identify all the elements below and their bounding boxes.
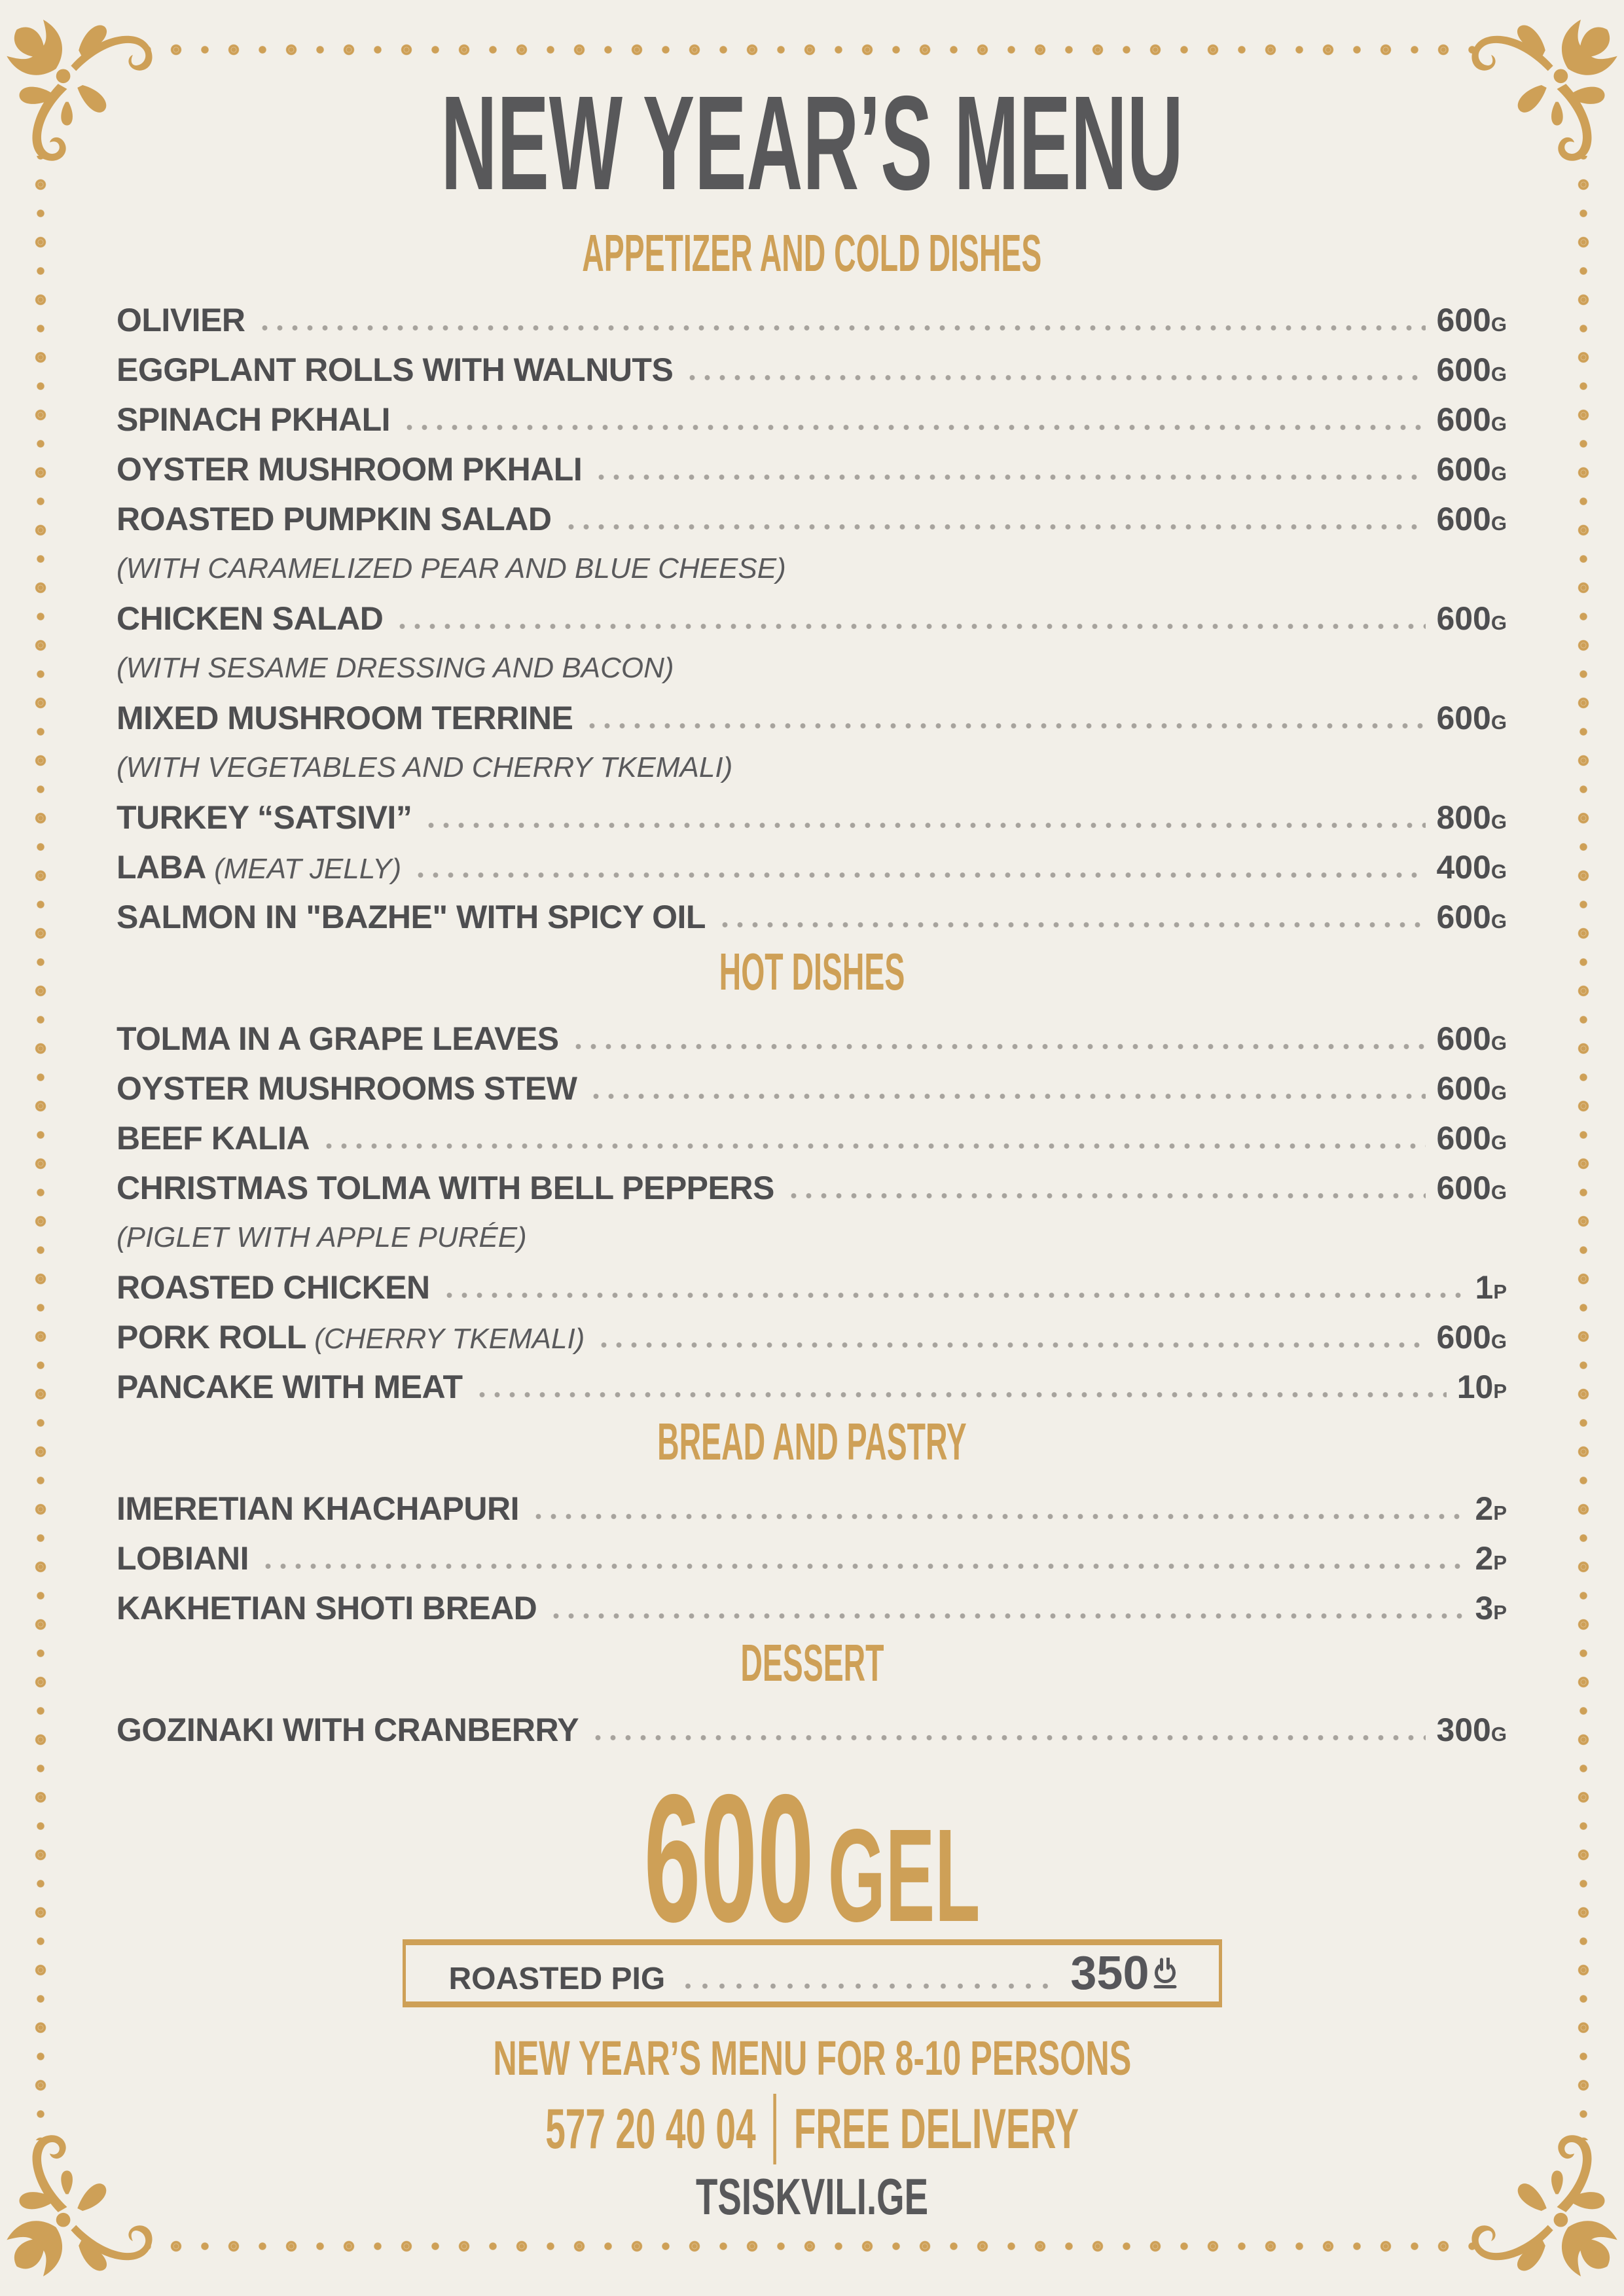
dot-leader (549, 1613, 1464, 1619)
menu-item-unit: G (1490, 412, 1507, 435)
menu-item-weight: 600G (1436, 600, 1507, 637)
total-amount: 600 (643, 1756, 814, 1960)
menu-item-name: MIXED MUSHROOM TERRINE (117, 700, 573, 736)
menu-item-unit: G (1490, 810, 1507, 833)
menu-item-name: SALMON IN "BAZHE" WITH SPICY OIL (117, 899, 706, 935)
menu-item-row (117, 1312, 1507, 1362)
menu-item-weight: 600G (1436, 501, 1507, 537)
dot-leader (261, 1563, 1464, 1570)
special-item-name: ROASTED PIG (448, 1962, 666, 1996)
menu-item-row (117, 1064, 1507, 1113)
menu-item-weight: 300G (1436, 1712, 1507, 1748)
dot-leader (585, 723, 1426, 729)
special-item-price: 350 (1070, 1945, 1178, 2001)
dot-leader (588, 1093, 1426, 1100)
border-chain-right (1576, 156, 1591, 2140)
dot-leader (402, 424, 1426, 431)
menu-item-name: PORK ROLL (CHERRY TKEMALI) (117, 1319, 585, 1355)
dot-leader (786, 1193, 1426, 1199)
menu-item-row (117, 594, 1507, 643)
menu-item-name: KAKHETIAN SHOTI BREAD (117, 1590, 537, 1626)
menu-item-unit: G (1490, 512, 1507, 535)
menu-item-inline-note: (CHERRY TKEMALI) (306, 1323, 585, 1355)
menu-item-unit: G (1490, 711, 1507, 734)
menu-item-name: OLIVIER (117, 302, 245, 338)
menu-item-weight: 3P (1475, 1590, 1507, 1626)
dot-leader (321, 1143, 1426, 1149)
menu-item-weight: 10P (1456, 1369, 1507, 1405)
menu-item-note: (WITH CARAMELIZED PEAR AND BLUE CHEESE) (117, 552, 786, 584)
menu-item-weight: 600G (1436, 1020, 1507, 1057)
divider (773, 2094, 776, 2164)
menu-item-row (117, 842, 1507, 892)
menu-item-row (117, 345, 1507, 395)
menu-item-row (117, 892, 1507, 942)
section-title-label: BREAD AND PASTRY (657, 1412, 967, 1471)
dot-leader (531, 1513, 1465, 1520)
menu-item-unit: P (1493, 1501, 1507, 1524)
menu-item-name: GOZINAKI WITH CRANBERRY (117, 1712, 579, 1748)
menu-item-name: ROASTED PUMPKIN SALAD (117, 501, 552, 537)
menu-item-name: EGGPLANT ROLLS WITH WALNUTS (117, 351, 674, 388)
menu-item-row (117, 395, 1507, 444)
menu-item-name: SPINACH PKHALI (117, 401, 391, 438)
menu-item-unit: P (1493, 1280, 1507, 1303)
menu-item-weight: 600G (1436, 1120, 1507, 1157)
menu-item-weight: 600G (1436, 302, 1507, 338)
free-delivery-label: FREE DELIVERY (793, 2098, 1079, 2161)
section-title-label: APPETIZER AND COLD DISHES (582, 224, 1042, 282)
border-chain-bottom (147, 2238, 1477, 2254)
menu-item-name: CHICKEN SALAD (117, 600, 384, 637)
menu-item-note-row (117, 743, 1507, 793)
border-chain-left (33, 156, 48, 2140)
menu-item-weight: 600G (1436, 700, 1507, 736)
corner-flourish-icon (1453, 2125, 1620, 2292)
dot-leader (596, 1342, 1426, 1348)
dot-leader (564, 524, 1426, 530)
menu-item-unit: G (1490, 363, 1507, 386)
section-title (117, 1412, 1507, 1471)
menu-item-name: BEEF KALIA (117, 1120, 310, 1157)
menu-item-unit: G (1490, 1723, 1507, 1746)
menu-item-weight: 2P (1475, 1540, 1507, 1577)
dot-leader (685, 374, 1426, 381)
menu-item-row (117, 1705, 1507, 1755)
border-chain-top (147, 42, 1477, 58)
corner-flourish-icon (4, 2125, 171, 2292)
menu-item-unit: G (1490, 1031, 1507, 1054)
menu-item-name: LABA (MEAT JELLY) (117, 849, 402, 886)
menu-item-unit: G (1490, 611, 1507, 634)
menu-item-weight: 600G (1436, 1319, 1507, 1355)
menu-sections (117, 224, 1507, 1755)
menu-item-row (117, 793, 1507, 842)
menu-item-name: PANCAKE WITH MEAT (117, 1369, 463, 1405)
menu-item-row (117, 1263, 1507, 1312)
menu-item-weight: 600G (1436, 899, 1507, 935)
menu-item-name: OYSTER MUSHROOM PKHALI (117, 451, 583, 488)
menu-item-row (117, 1014, 1507, 1064)
dot-leader (679, 1983, 1057, 1989)
dot-leader (475, 1391, 1447, 1398)
menu-item-weight: 600G (1436, 1070, 1507, 1107)
menu-item-name: TOLMA IN A GRAPE LEAVES (117, 1020, 559, 1057)
menu-item-row (117, 1484, 1507, 1534)
menu-item-unit: G (1490, 1181, 1507, 1204)
menu-item-weight: 600G (1436, 1170, 1507, 1206)
menu-item-name: CHRISTMAS TOLMA WITH BELL PEPPERS (117, 1170, 774, 1206)
menu-item-row (117, 1583, 1507, 1633)
menu-item-note: (WITH VEGETABLES AND CHERRY TKEMALI) (117, 751, 733, 783)
menu-item-inline-note: (MEAT JELLY) (206, 853, 402, 885)
dot-leader (717, 922, 1426, 928)
menu-item-weight: 600G (1436, 451, 1507, 488)
dot-leader (424, 822, 1426, 829)
menu-item-unit: G (1490, 910, 1507, 933)
menu-item-weight: 600G (1436, 351, 1507, 388)
contact-line (0, 2094, 1624, 2159)
menu-item-row (117, 1163, 1507, 1213)
dot-leader (413, 872, 1426, 878)
menu-item-row (117, 444, 1507, 494)
menu-item-name: ROASTED CHICKEN (117, 1269, 430, 1306)
menu-item-unit: P (1493, 1551, 1507, 1574)
corner-flourish-icon (1453, 4, 1620, 171)
menu-item-unit: G (1490, 1081, 1507, 1104)
dot-leader (590, 1734, 1426, 1741)
menu-item-unit: G (1490, 1330, 1507, 1353)
menu-item-name: IMERETIAN KHACHAPURI (117, 1490, 519, 1527)
menu-item-unit: G (1490, 462, 1507, 485)
menu-item-unit: G (1490, 313, 1507, 336)
dot-leader (594, 474, 1426, 480)
menu-item-unit: G (1490, 860, 1507, 883)
dot-leader (571, 1043, 1426, 1050)
menu-item-weight: 2P (1475, 1490, 1507, 1527)
menu-item-unit: P (1493, 1380, 1507, 1403)
menu-item-note-row (117, 643, 1507, 693)
menu-item-name: LOBIANI (117, 1540, 249, 1577)
menu-item-weight: 400G (1436, 849, 1507, 886)
menu-item-row (117, 693, 1507, 743)
menu-item-weight: 600G (1436, 401, 1507, 438)
section-title (117, 1634, 1507, 1692)
menu-item-name: OYSTER MUSHROOMS STEW (117, 1070, 577, 1107)
section-title (117, 224, 1507, 282)
menu-item-row (117, 295, 1507, 345)
menu-item-row (117, 494, 1507, 544)
dot-leader (442, 1292, 1465, 1299)
dot-leader (395, 623, 1426, 630)
section-title-label: HOT DISHES (719, 942, 905, 1001)
section-title-label: DESSERT (740, 1634, 884, 1692)
menu-item-unit: G (1490, 1131, 1507, 1154)
menu-item-note-row (117, 544, 1507, 594)
website: TSISKVILI.GE (696, 2168, 928, 2225)
menu-item-note: (WITH SESAME DRESSING AND BACON) (117, 652, 674, 684)
menu-item-row (117, 1113, 1507, 1163)
section-title (117, 942, 1507, 1001)
menu-item-row (117, 1362, 1507, 1412)
lari-icon (1152, 1958, 1178, 1989)
corner-flourish-icon (4, 4, 171, 171)
total-price (0, 1756, 1624, 1960)
menu-item-name: TURKEY “SATSIVI” (117, 799, 412, 836)
total-currency: GEL (827, 1801, 981, 1949)
menu-item-weight: 800G (1436, 799, 1507, 836)
phone-number: 577 20 40 04 (545, 2098, 756, 2161)
persons-line: NEW YEAR’S MENU FOR 8-10 PERSONS (493, 2031, 1131, 2085)
page-title: NEW YEAR’S MENU (441, 68, 1183, 218)
menu-item-unit: P (1493, 1601, 1507, 1624)
menu-item-note: (PIGLET WITH APPLE PURÉE) (117, 1221, 527, 1253)
menu-item-row (117, 1534, 1507, 1583)
dot-leader (257, 325, 1426, 331)
menu-item-note-row (117, 1213, 1507, 1263)
menu-item-weight: 1P (1475, 1269, 1507, 1306)
